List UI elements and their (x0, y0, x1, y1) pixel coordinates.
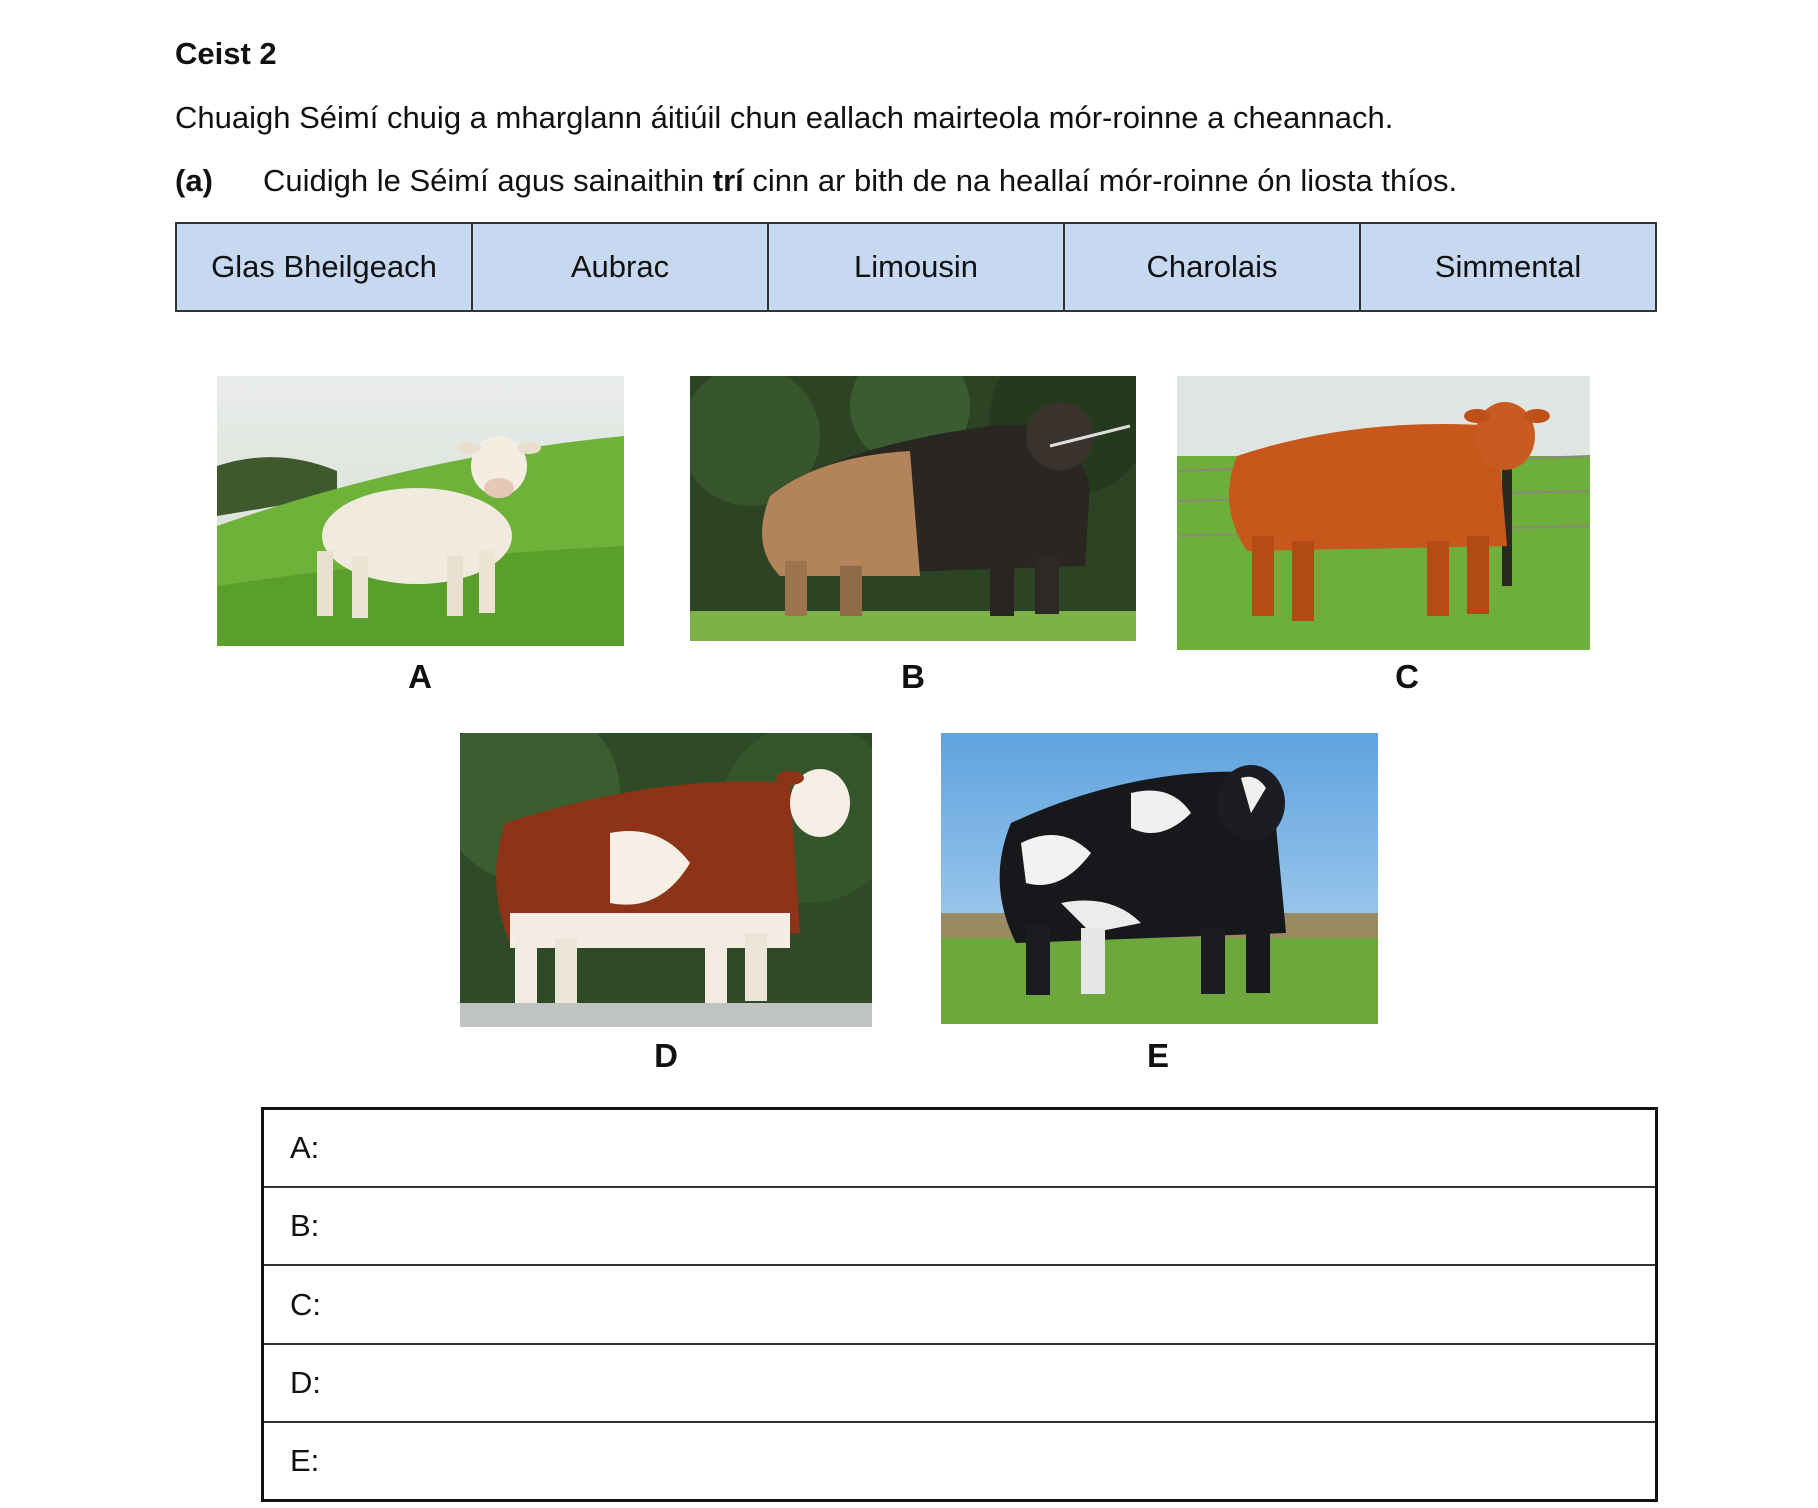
photo-cattle-c (1177, 376, 1590, 650)
photo-caption-e: E (1146, 1037, 1169, 1074)
part-label: (a) (175, 163, 213, 198)
breed-cell: Charolais (1065, 224, 1361, 310)
breed-cell: Aubrac (473, 224, 769, 310)
answer-table (261, 1107, 1658, 1502)
answer-row-b[interactable] (264, 1188, 1655, 1266)
breed-cell: Limousin (769, 224, 1065, 310)
question-intro: Chuaigh Séimí chuig a mharglann áitiúil chun eallach mairteola mór-roinne a cheannach. (175, 100, 1394, 135)
breed-cell: Simmental (1434, 249, 1582, 284)
answer-label: E: (290, 1442, 320, 1478)
photo-cattle-b (690, 376, 1136, 641)
question-part-a (175, 163, 1457, 199)
photo-cattle-a (217, 376, 624, 646)
breed-list-table (175, 222, 1657, 312)
answer-label: D: (290, 1364, 321, 1400)
part-text-emphasis: trí (712, 163, 744, 198)
answer-row-c[interactable] (264, 1266, 1655, 1344)
answer-label: C: (290, 1286, 321, 1322)
answer-row-a[interactable] (264, 1110, 1655, 1188)
answer-row-e[interactable] (264, 1423, 1655, 1499)
answer-label: A: (290, 1130, 320, 1166)
photo-cattle-d (460, 733, 872, 1027)
photo-caption-a: A (408, 658, 432, 695)
answer-label: B: (290, 1208, 320, 1244)
answer-row-d[interactable] (264, 1345, 1655, 1423)
question-heading: Ceist 2 (175, 36, 277, 71)
photo-caption-d: D (654, 1037, 678, 1074)
part-text: Cuidigh le Séimí agus sainaithin trí cinn ar bith de na heallaí mór-roinne ón liosta thíos. (263, 163, 1458, 198)
photo-cattle-e (941, 733, 1378, 1024)
photo-caption-b: B (901, 658, 925, 695)
breed-cell: Glas Bheilgeach (177, 224, 473, 310)
photo-caption-c: C (1395, 658, 1419, 695)
